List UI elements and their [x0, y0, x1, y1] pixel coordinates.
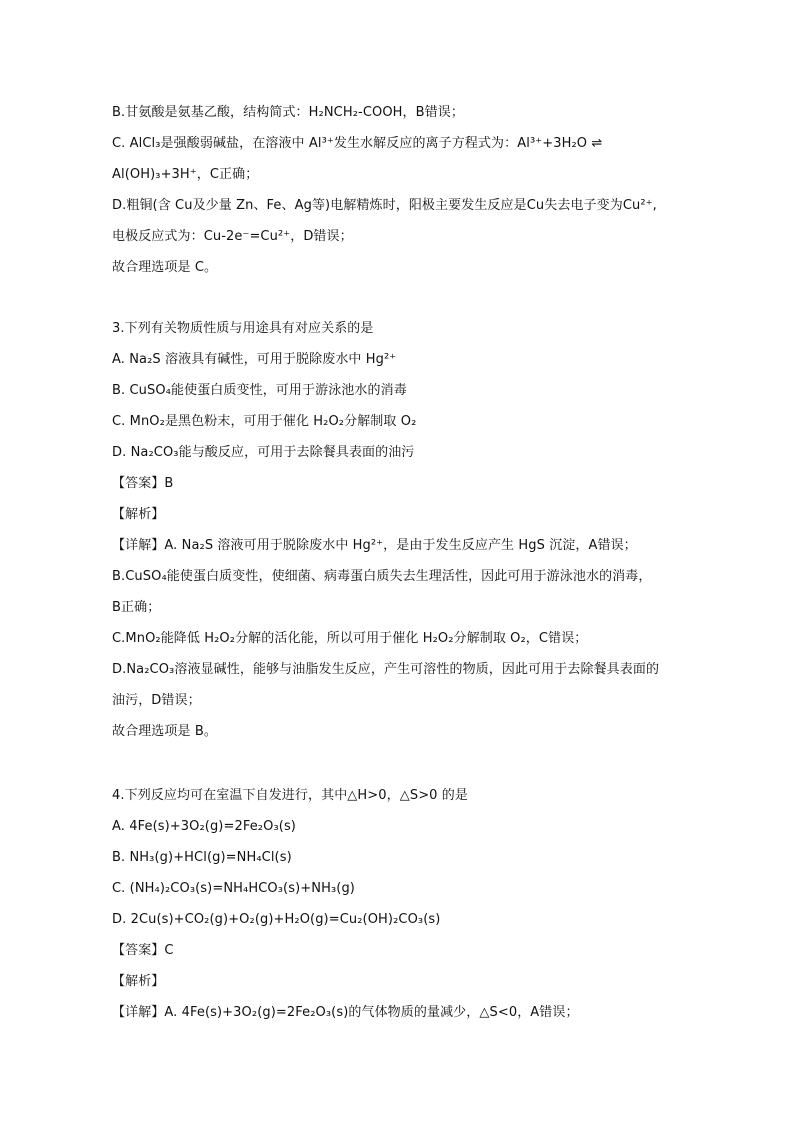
- text-line: B.甘氨酸是氨基乙酸，结构简式：H₂NCH₂-COOH，B错误；: [112, 105, 464, 120]
- text-line: 故合理选项是 C。: [112, 260, 218, 275]
- option-a: A. 4Fe(s)+3O₂(g)=2Fe₂O₃(s): [112, 819, 296, 834]
- explanation-line: B正确；: [112, 600, 161, 615]
- text-line: C. AlCl₃是强酸弱碱盐，在溶液中 Al³⁺发生水解反应的离子方程式为：Al³⁺+3H₂O ⇌: [112, 136, 603, 151]
- option-c: C. (NH₄)₂CO₃(s)=NH₄HCO₃(s)+NH₃(g): [112, 881, 355, 896]
- question-title: 4.下列反应均可在室温下自发进行，其中△H>0，△S>0 的是: [112, 788, 468, 803]
- explanation-line: 【详解】A. Na₂S 溶液可用于脱除废水中 Hg²⁺，是由于发生反应产生 HgS 沉淀，A错误；: [112, 538, 637, 553]
- explanation-line: 油污，D错误；: [112, 693, 201, 708]
- explanation-line: D.Na₂CO₃溶液显碱性，能够与油脂发生反应，产生可溶性的物质，因此可用于去除餐具表面的: [112, 662, 660, 677]
- text-line: 电极反应式为：Cu-2e⁻=Cu²⁺，D错误；: [112, 229, 353, 244]
- option-b: B. NH₃(g)+HCl(g)=NH₄Cl(s): [112, 850, 292, 865]
- text-line: D.粗铜(含 Cu及少量 Zn、Fe、Ag等)电解精炼时，阳极主要发生反应是Cu失去电子变为Cu²⁺,: [112, 198, 657, 213]
- question-title: 3.下列有关物质性质与用途具有对应关系的是: [112, 321, 374, 336]
- option-d: D. Na₂CO₃能与酸反应，可用于去除餐具表面的油污: [112, 445, 415, 460]
- option-a: A. Na₂S 溶液具有碱性，可用于脱除废水中 Hg²⁺: [112, 352, 397, 367]
- option-d: D. 2Cu(s)+CO₂(g)+O₂(g)+H₂O(g)=Cu₂(OH)₂CO₃(s): [112, 912, 441, 927]
- analysis-label: 【解析】: [112, 974, 165, 989]
- answer-label: 【答案】B: [112, 476, 174, 491]
- answer-label: 【答案】C: [112, 943, 174, 958]
- explanation-line: C.MnO₂能降低 H₂O₂分解的活化能，所以可用于催化 H₂O₂分解制取 O₂，C错误；: [112, 631, 588, 646]
- option-b: B. CuSO₄能使蛋白质变性，可用于游泳池水的消毒: [112, 383, 407, 398]
- option-c: C. MnO₂是黑色粉末，可用于催化 H₂O₂分解制取 O₂: [112, 414, 417, 429]
- explanation-line: 【详解】A. 4Fe(s)+3O₂(g)=2Fe₂O₃(s)的气体物质的量减少，△S<0，A错误；: [112, 1005, 579, 1020]
- explanation-line: 故合理选项是 B。: [112, 724, 217, 739]
- text-line: Al(OH)₃+3H⁺，C正确；: [112, 167, 259, 182]
- explanation-line: B.CuSO₄能使蛋白质变性，使细菌、病毒蛋白质失去生理活性，因此可用于游泳池水的消毒，: [112, 569, 652, 584]
- analysis-label: 【解析】: [112, 507, 165, 522]
